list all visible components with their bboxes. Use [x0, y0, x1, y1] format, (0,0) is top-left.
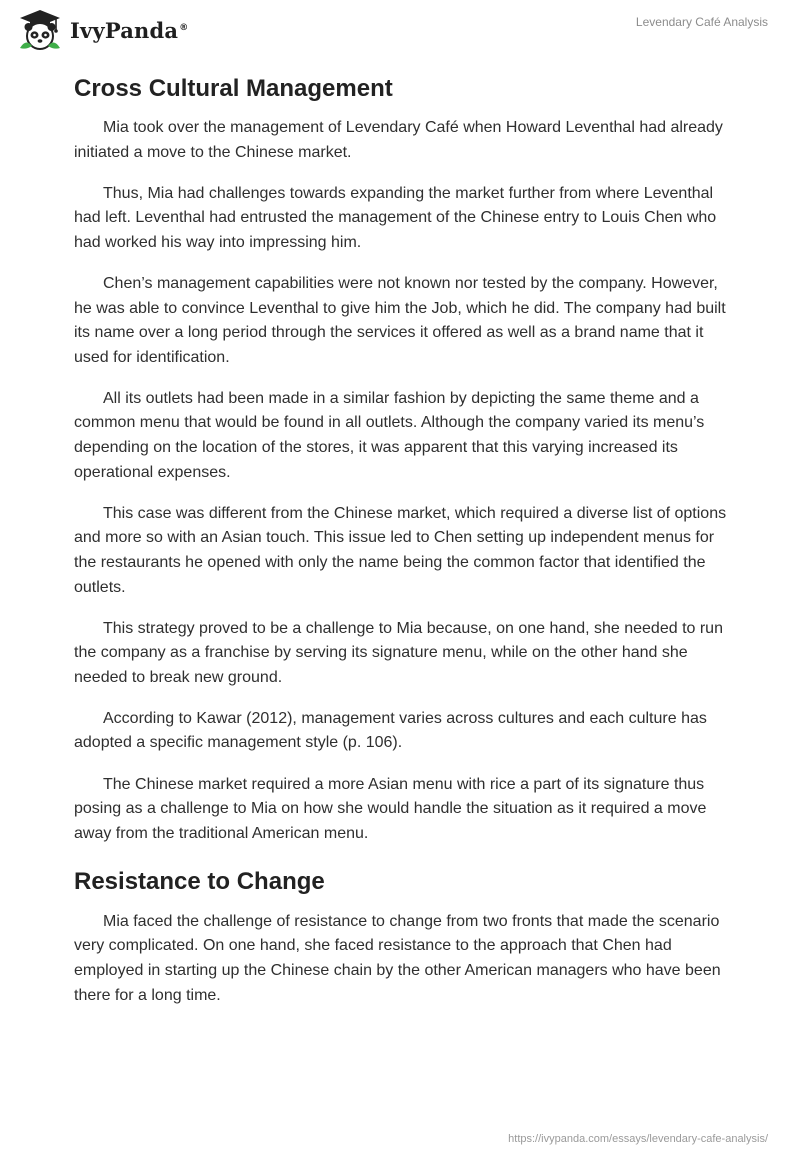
document-title: Levendary Café Analysis [635, 15, 768, 29]
brand-logo[interactable] [16, 8, 188, 52]
paragraph: Chen’s management capabilities were not known nor tested by the company. However, he was able to convince Leventhal to give him the Job, which he did. The company had built its name over a long period through the services it offered as well as a brand name that it used for identification. [74, 274, 726, 366]
section-heading-resistance: Resistance to Change [74, 867, 325, 895]
paragraph: The Chinese market required a more Asian menu with rice a part of its signature thus posing as a challenge to Mia on how she would handle the situation as it required a move away from the traditional American menu. [74, 775, 707, 842]
paragraph: This strategy proved to be a challenge to Mia because, on one hand, she needed to run the company as a franchise by serving its signature menu, while on the other hand she needed to break new ground. [74, 619, 723, 686]
paragraph: Mia faced the challenge of resistance to change from two fronts that made the scenario very complicated. On one hand, she faced resistance to the approach that Chen had employed in starting up the Chinese chain by the other American managers who have been there for a long time. [74, 912, 721, 1004]
paragraph: Mia took over the management of Levendary Café when Howard Leventhal had already initiated a move to the Chinese market. [74, 119, 723, 161]
paragraph: All its outlets had been made in a similar fashion by depicting the same theme and a common menu that would be found in all outlets. Although the company varied its menu’s depending on the location of the stores, it was apparent that this varying increased its operational expenses. [74, 389, 705, 481]
paragraph: Thus, Mia had challenges towards expanding the market further from where Leventhal had left. Leventhal had entrusted the management of the Chinese entry to Louis Chen who had worked his way into impressing him. [74, 184, 717, 251]
page-header [0, 0, 800, 64]
paragraph: This case was different from the Chinese market, which required a diverse list of options and more so with an Asian touch. This issue led to Chen setting up independent menus for the restaurants he opened with only the name being the common factor that identified the outlets. [74, 504, 727, 596]
brand-name: IvyPanda® [70, 17, 189, 43]
essay-body [74, 70, 730, 1025]
registered-mark: ® [179, 22, 189, 33]
section-heading-cross-cultural: Cross Cultural Management [74, 75, 393, 102]
source-url[interactable]: https://ivypanda.com/essays/levendary-cafe-analysis/ [508, 1133, 768, 1145]
panda-graduate-icon [16, 8, 64, 52]
paragraph: According to Kawar (2012), management varies across cultures and each culture has adopted a specific management style (p. 106). [74, 709, 707, 752]
